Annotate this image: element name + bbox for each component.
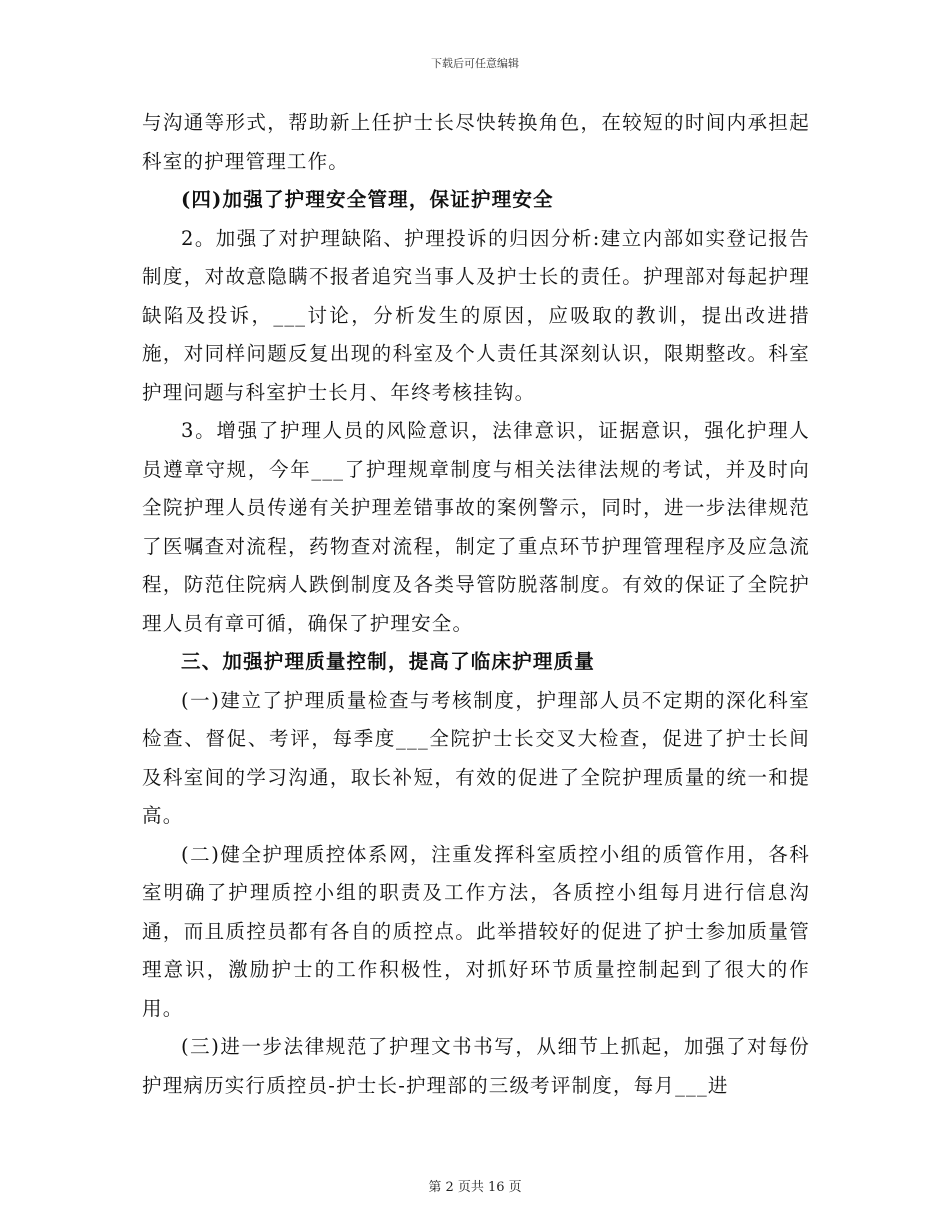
section-heading-3: 三、加强护理质量控制，提高了临床护理质量 [181,650,596,673]
paragraph-sub-1: (一)建立了护理质量检查与考核制度，护理部人员不定期的深化科室检查、督促、考评，每季度___全院护士长交叉大检查，促进了护士长间及科室间的学习沟通，取长补短，有效的促进了全院护理质量的统一和提高。 [142,688,810,827]
page-footer: 第 2 页共 16 页 [428,1180,522,1195]
paragraph-sub-3: (三)进一步法律规范了护理文书书写，从细节上抓起，加强了对每份护理病历实行质控员-护士长-护理部的三级考评制度，每月___进 [142,1035,810,1097]
paragraph-item-3: 3。增强了护理人员的风险意识，法律意识，证据意识，强化护理人员遵章守规，今年___了护理规章制度与相关法律法规的考试，并及时向全院护理人员传递有关护理差错事故的案例警示，同时，进一步法律规范了医嘱查对流程，药物查对流程，制定了重点环节护理管理程序及应急流程，防范住院病人跌倒制度及各类导管防脱落制度。有效的保证了全院护理人员有章可循，确保了护理安全。 [142,419,810,635]
paragraph-sub-2: (二)健全护理质控体系网，注重发挥科室质控小组的质管作用，各科室明确了护理质控小组的职责及工作方法，各质控小组每月进行信息沟通，而且质控员都有各自的质控点。此举措较好的促进了护士参加质量管理意识，激励护士的工作积极性，对抓好环节质量控制起到了很大的作用。 [142,842,810,1020]
paragraph-continuation: 与沟通等形式，帮助新上任护士长尽快转换角色，在较短的时间内承担起科室的护理管理工作。 [142,111,810,173]
section-heading-4: (四)加强了护理安全管理，保证护理安全 [181,188,554,211]
document-body [142,104,810,1105]
page-header: 下载后可任意编辑 [431,57,519,70]
paragraph-item-2: 2。加强了对护理缺陷、护理投诉的归因分析:建立内部如实登记报告制度，对故意隐瞒不报者追究当事人及护士长的责任。护理部对每起护理缺陷及投诉，___讨论，分析发生的原因，应吸取的教训，提出改进措施，对同样问题反复出现的科室及个人责任其深刻认识，限期整改。科室护理问题与科室护士长月、年终考核挂钩。 [142,226,810,404]
